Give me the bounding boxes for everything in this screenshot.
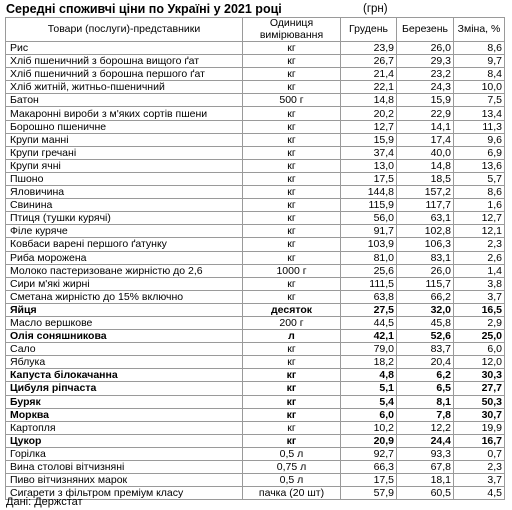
cell-unit: кг xyxy=(243,421,341,434)
cell-change-percent: 16,7 xyxy=(454,434,505,447)
cell-unit: 0,5 л xyxy=(243,474,341,487)
cell-product-name: Сигарети з фільтром преміум класу xyxy=(6,487,243,500)
cell-unit: кг xyxy=(243,212,341,225)
table-row xyxy=(6,120,505,133)
table-row xyxy=(6,382,505,395)
cell-unit: кг xyxy=(243,434,341,447)
cell-price-december: 27,5 xyxy=(341,303,397,316)
cell-price-december: 15,9 xyxy=(341,133,397,146)
cell-price-december: 44,5 xyxy=(341,316,397,329)
cell-price-december: 144,8 xyxy=(341,186,397,199)
cell-price-march: 32,0 xyxy=(397,303,454,316)
cell-unit: кг xyxy=(243,225,341,238)
cell-change-percent: 2,9 xyxy=(454,316,505,329)
cell-change-percent: 3,7 xyxy=(454,474,505,487)
table-row xyxy=(6,133,505,146)
cell-price-december: 37,4 xyxy=(341,146,397,159)
cell-product-name: Цукор xyxy=(6,434,243,447)
cell-price-december: 10,2 xyxy=(341,421,397,434)
table-row xyxy=(6,395,505,408)
column-header-name: Товари (послуги)-представники xyxy=(6,18,243,42)
cell-price-march: 14,1 xyxy=(397,120,454,133)
cell-price-december: 92,7 xyxy=(341,447,397,460)
cell-unit: кг xyxy=(243,369,341,382)
cell-product-name: Батон xyxy=(6,94,243,107)
cell-change-percent: 9,7 xyxy=(454,55,505,68)
table-row xyxy=(6,212,505,225)
cell-product-name: Яйця xyxy=(6,303,243,316)
cell-unit: кг xyxy=(243,343,341,356)
cell-unit: кг xyxy=(243,238,341,251)
cell-product-name: Олія соняшникова xyxy=(6,330,243,343)
table-row xyxy=(6,474,505,487)
cell-change-percent: 8,4 xyxy=(454,68,505,81)
cell-price-december: 13,0 xyxy=(341,159,397,172)
table-row xyxy=(6,55,505,68)
cell-unit: кг xyxy=(243,172,341,185)
cell-price-march: 17,4 xyxy=(397,133,454,146)
column-header-march: Березень xyxy=(397,18,454,42)
cell-change-percent: 3,7 xyxy=(454,290,505,303)
cell-unit: кг xyxy=(243,277,341,290)
cell-change-percent: 12,7 xyxy=(454,212,505,225)
cell-price-december: 18,2 xyxy=(341,356,397,369)
cell-unit: кг xyxy=(243,55,341,68)
cell-price-december: 5,1 xyxy=(341,382,397,395)
cell-price-december: 63,8 xyxy=(341,290,397,303)
cell-unit: кг xyxy=(243,199,341,212)
cell-change-percent: 25,0 xyxy=(454,330,505,343)
cell-price-march: 6,2 xyxy=(397,369,454,382)
cell-price-december: 57,9 xyxy=(341,487,397,500)
cell-product-name: Капуста білокачанна xyxy=(6,369,243,382)
cell-price-march: 40,0 xyxy=(397,146,454,159)
table-row xyxy=(6,251,505,264)
cell-price-march: 93,3 xyxy=(397,447,454,460)
cell-product-name: Свинина xyxy=(6,199,243,212)
cell-product-name: Філе куряче xyxy=(6,225,243,238)
cell-product-name: Яловичина xyxy=(6,186,243,199)
table-row xyxy=(6,277,505,290)
cell-change-percent: 8,6 xyxy=(454,186,505,199)
cell-change-percent: 7,5 xyxy=(454,94,505,107)
cell-price-march: 115,7 xyxy=(397,277,454,290)
cell-price-march: 106,3 xyxy=(397,238,454,251)
table-row xyxy=(6,107,505,120)
cell-price-december: 20,2 xyxy=(341,107,397,120)
table-row xyxy=(6,421,505,434)
cell-product-name: Птиця (тушки курячі) xyxy=(6,212,243,225)
table-row xyxy=(6,356,505,369)
cell-price-march: 83,1 xyxy=(397,251,454,264)
cell-price-march: 67,8 xyxy=(397,461,454,474)
cell-price-march: 83,7 xyxy=(397,343,454,356)
table-row xyxy=(6,330,505,343)
cell-unit: кг xyxy=(243,81,341,94)
cell-unit: кг xyxy=(243,382,341,395)
source-note: Дані: Держстат xyxy=(6,496,83,508)
table-row xyxy=(6,146,505,159)
cell-price-march: 157,2 xyxy=(397,186,454,199)
cell-change-percent: 11,3 xyxy=(454,120,505,133)
cell-price-december: 66,3 xyxy=(341,461,397,474)
cell-product-name: Макаронні вироби з м'яких сортів пшени xyxy=(6,107,243,120)
cell-change-percent: 10,0 xyxy=(454,81,505,94)
cell-change-percent: 0,7 xyxy=(454,447,505,460)
cell-price-march: 29,3 xyxy=(397,55,454,68)
table-row xyxy=(6,225,505,238)
cell-product-name: Масло вершкове xyxy=(6,316,243,329)
cell-unit: кг xyxy=(243,251,341,264)
cell-price-march: 63,1 xyxy=(397,212,454,225)
cell-price-december: 17,5 xyxy=(341,172,397,185)
cell-product-name: Сало xyxy=(6,343,243,356)
cell-unit: л xyxy=(243,330,341,343)
cell-change-percent: 2,6 xyxy=(454,251,505,264)
table-row xyxy=(6,434,505,447)
cell-product-name: Сири м'які жирні xyxy=(6,277,243,290)
cell-change-percent: 8,6 xyxy=(454,42,505,55)
cell-price-march: 20,4 xyxy=(397,356,454,369)
cell-price-march: 24,3 xyxy=(397,81,454,94)
cell-price-december: 42,1 xyxy=(341,330,397,343)
cell-unit: кг xyxy=(243,133,341,146)
cell-price-march: 14,8 xyxy=(397,159,454,172)
cell-price-march: 60,5 xyxy=(397,487,454,500)
cell-price-december: 12,7 xyxy=(341,120,397,133)
column-header-change: Зміна, % xyxy=(454,18,505,42)
cell-price-december: 103,9 xyxy=(341,238,397,251)
table-row xyxy=(6,303,505,316)
cell-unit: кг xyxy=(243,107,341,120)
table-row xyxy=(6,461,505,474)
cell-change-percent: 1,6 xyxy=(454,199,505,212)
cell-change-percent: 13,6 xyxy=(454,159,505,172)
cell-price-december: 21,4 xyxy=(341,68,397,81)
cell-unit: 0,75 л xyxy=(243,461,341,474)
cell-price-december: 23,9 xyxy=(341,42,397,55)
table-row xyxy=(6,369,505,382)
cell-unit: кг xyxy=(243,290,341,303)
cell-product-name: Молоко пастеризоване жирністю до 2,6 xyxy=(6,264,243,277)
table-row xyxy=(6,447,505,460)
cell-product-name: Сметана жирністю до 15% включно xyxy=(6,290,243,303)
table-row xyxy=(6,290,505,303)
table-row xyxy=(6,172,505,185)
table-row xyxy=(6,81,505,94)
cell-unit: пачка (20 шт) xyxy=(243,487,341,500)
cell-price-december: 26,7 xyxy=(341,55,397,68)
cell-price-march: 45,8 xyxy=(397,316,454,329)
cell-price-march: 8,1 xyxy=(397,395,454,408)
cell-change-percent: 2,3 xyxy=(454,238,505,251)
cell-price-december: 115,9 xyxy=(341,199,397,212)
cell-change-percent: 19,9 xyxy=(454,421,505,434)
cell-change-percent: 4,5 xyxy=(454,487,505,500)
cell-product-name: Рис xyxy=(6,42,243,55)
cell-unit: 500 г xyxy=(243,94,341,107)
table-row xyxy=(6,42,505,55)
table-title: Середні споживчі ціни по Україні у 2021 році xyxy=(6,2,282,16)
cell-change-percent: 6,9 xyxy=(454,146,505,159)
cell-price-december: 14,8 xyxy=(341,94,397,107)
cell-product-name: Хліб житній, житньо-пшеничний xyxy=(6,81,243,94)
header-row xyxy=(6,18,505,42)
cell-product-name: Крупи гречані xyxy=(6,146,243,159)
cell-product-name: Яблука xyxy=(6,356,243,369)
cell-unit: 1000 г xyxy=(243,264,341,277)
cell-unit: кг xyxy=(243,395,341,408)
cell-unit: кг xyxy=(243,146,341,159)
cell-price-march: 15,9 xyxy=(397,94,454,107)
cell-price-march: 23,2 xyxy=(397,68,454,81)
cell-product-name: Хліб пшеничний з борошна вищого ґат xyxy=(6,55,243,68)
table-row xyxy=(6,199,505,212)
cell-change-percent: 27,7 xyxy=(454,382,505,395)
column-header-unit: Одиниця вимірювання xyxy=(243,18,341,42)
currency-note: (грн) xyxy=(363,3,388,15)
cell-price-december: 6,0 xyxy=(341,408,397,421)
cell-price-march: 26,0 xyxy=(397,42,454,55)
price-table xyxy=(5,17,505,500)
table-row xyxy=(6,94,505,107)
table-row xyxy=(6,316,505,329)
cell-change-percent: 30,3 xyxy=(454,369,505,382)
cell-product-name: Борошно пшеничне xyxy=(6,120,243,133)
cell-product-name: Пиво вітчизняних марок xyxy=(6,474,243,487)
cell-price-december: 25,6 xyxy=(341,264,397,277)
cell-price-december: 5,4 xyxy=(341,395,397,408)
table-row xyxy=(6,264,505,277)
cell-price-march: 26,0 xyxy=(397,264,454,277)
cell-product-name: Пшоно xyxy=(6,172,243,185)
cell-change-percent: 16,5 xyxy=(454,303,505,316)
cell-price-march: 52,6 xyxy=(397,330,454,343)
cell-product-name: Буряк xyxy=(6,395,243,408)
cell-change-percent: 6,0 xyxy=(454,343,505,356)
cell-change-percent: 3,8 xyxy=(454,277,505,290)
cell-unit: кг xyxy=(243,408,341,421)
cell-change-percent: 12,1 xyxy=(454,225,505,238)
cell-product-name: Картопля xyxy=(6,421,243,434)
cell-price-december: 56,0 xyxy=(341,212,397,225)
cell-change-percent: 2,3 xyxy=(454,461,505,474)
cell-product-name: Горілка xyxy=(6,447,243,460)
cell-price-march: 22,9 xyxy=(397,107,454,120)
cell-price-march: 7,8 xyxy=(397,408,454,421)
cell-unit: 0,5 л xyxy=(243,447,341,460)
cell-unit: десяток xyxy=(243,303,341,316)
cell-product-name: Морква xyxy=(6,408,243,421)
cell-unit: кг xyxy=(243,159,341,172)
cell-unit: кг xyxy=(243,186,341,199)
cell-product-name: Вина столові вітчизняні xyxy=(6,461,243,474)
table-row xyxy=(6,68,505,81)
cell-unit: кг xyxy=(243,356,341,369)
cell-unit: кг xyxy=(243,120,341,133)
cell-price-december: 79,0 xyxy=(341,343,397,356)
cell-product-name: Крупи ячні xyxy=(6,159,243,172)
table-row xyxy=(6,408,505,421)
cell-price-march: 102,8 xyxy=(397,225,454,238)
cell-change-percent: 13,4 xyxy=(454,107,505,120)
cell-price-december: 22,1 xyxy=(341,81,397,94)
cell-price-december: 4,8 xyxy=(341,369,397,382)
cell-product-name: Хліб пшеничний з борошна першого ґат xyxy=(6,68,243,81)
cell-price-march: 117,7 xyxy=(397,199,454,212)
cell-price-march: 18,5 xyxy=(397,172,454,185)
cell-price-december: 111,5 xyxy=(341,277,397,290)
cell-price-march: 24,4 xyxy=(397,434,454,447)
column-header-december: Грудень xyxy=(341,18,397,42)
cell-price-march: 66,2 xyxy=(397,290,454,303)
cell-change-percent: 1,4 xyxy=(454,264,505,277)
cell-change-percent: 5,7 xyxy=(454,172,505,185)
cell-change-percent: 50,3 xyxy=(454,395,505,408)
cell-price-march: 12,2 xyxy=(397,421,454,434)
cell-price-december: 81,0 xyxy=(341,251,397,264)
cell-product-name: Риба морожена xyxy=(6,251,243,264)
table-row xyxy=(6,159,505,172)
cell-unit: 200 г xyxy=(243,316,341,329)
cell-price-december: 20,9 xyxy=(341,434,397,447)
cell-product-name: Цибуля ріпчаста xyxy=(6,382,243,395)
cell-price-march: 18,1 xyxy=(397,474,454,487)
table-row xyxy=(6,238,505,251)
table-row xyxy=(6,343,505,356)
cell-product-name: Ковбаси варені першого ґатунку xyxy=(6,238,243,251)
cell-unit: кг xyxy=(243,42,341,55)
cell-price-december: 17,5 xyxy=(341,474,397,487)
cell-change-percent: 12,0 xyxy=(454,356,505,369)
cell-product-name: Крупи манні xyxy=(6,133,243,146)
cell-unit: кг xyxy=(243,68,341,81)
cell-change-percent: 9,6 xyxy=(454,133,505,146)
cell-change-percent: 30,7 xyxy=(454,408,505,421)
cell-price-december: 91,7 xyxy=(341,225,397,238)
cell-price-march: 6,5 xyxy=(397,382,454,395)
table-row xyxy=(6,186,505,199)
